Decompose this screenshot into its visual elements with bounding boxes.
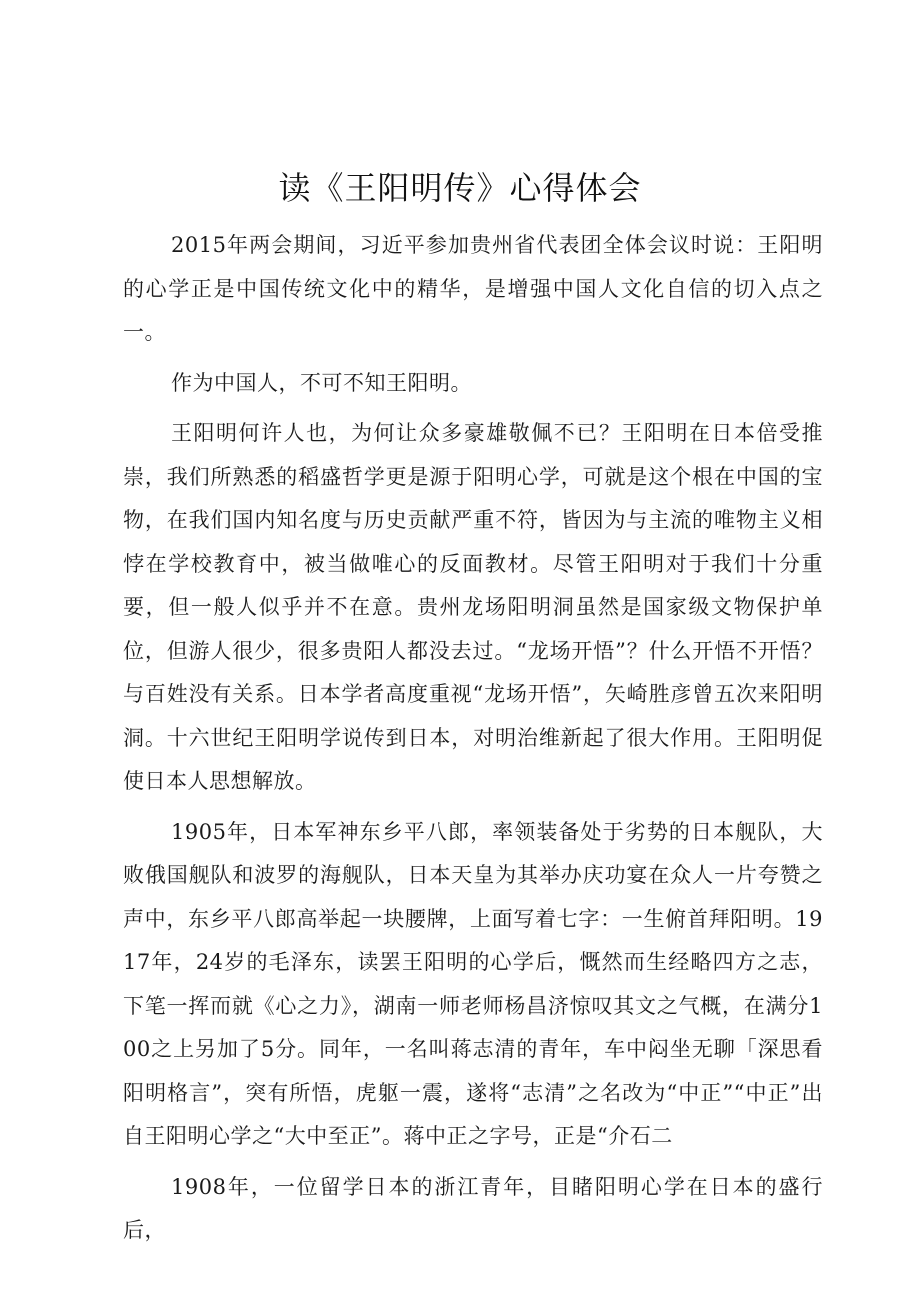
paragraph-2: 作为中国人，不可不知王阳明。 (171, 370, 472, 395)
paragraph-4: 1905年，日本军神东乡平八郎，率领装备处于劣势的日本舰队，大败俄国舰队和波罗的海舰队，日本天皇为其举办庆功宴在众人一片夸赞之声中，东乡平八郎高举起一块腰牌，上面写着七字：一生俯首拜阳明。1917年，24岁的毛泽东，读罢王阳明的心学后，慨然而生经略四方之志，下笔一挥而就《心之力》，湖南一师老师杨昌济惊叹其文之气概，在满分100之上另加了5分。同年，一名叫蒋志清的青年，车中闷坐无聊「深思看阳明格言”，突有所悟，虎躯一震，遂将“志清”之名改为“中正”“中正”出自王阳明心学之“大中至正”。蒋中正之字号，正是“介石二 (123, 819, 823, 1148)
paragraph-3: 王阳明何许人也，为何让众多豪雄敬佩不已？王阳明在日本倍受推崇，我们所熟悉的稻盛哲学更是源于阳明心学，可就是这个根在中国的宝物，在我们国内知名度与历史贡献严重不符，皆因为与主流的唯物主义相悖在学校教育中，被当做唯心的反面教材。尽管王阳明对于我们十分重要，但一般人似乎并不在意。贵州龙场阳明洞虽然是国家级文物保护单位，但游人很少，很多贵阳人都没去过。“龙场开悟”？什么开悟不开悟？与百姓没有关系。日本学者高度重视“龙场开悟”，矢崎胜彦曾五次来阳明洞。十六世纪王阳明学说传到日本，对明治维新起了很大作用。王阳明促使日本人思想解放。 (123, 421, 823, 793)
paragraph-5: 1908年，一位留学日本的浙江青年，目睹阳明心学在日本的盛行后， (123, 1174, 823, 1242)
document-title: 读《王阳明传》心得体会 (278, 169, 642, 207)
document-body (123, 224, 823, 1260)
paragraph-1: 2015年两会期间，习近平参加贵州省代表团全体会议时说：王阳明的心学正是中国传统文化中的精华，是增强中国人文化自信的切入点之一。 (123, 233, 823, 344)
